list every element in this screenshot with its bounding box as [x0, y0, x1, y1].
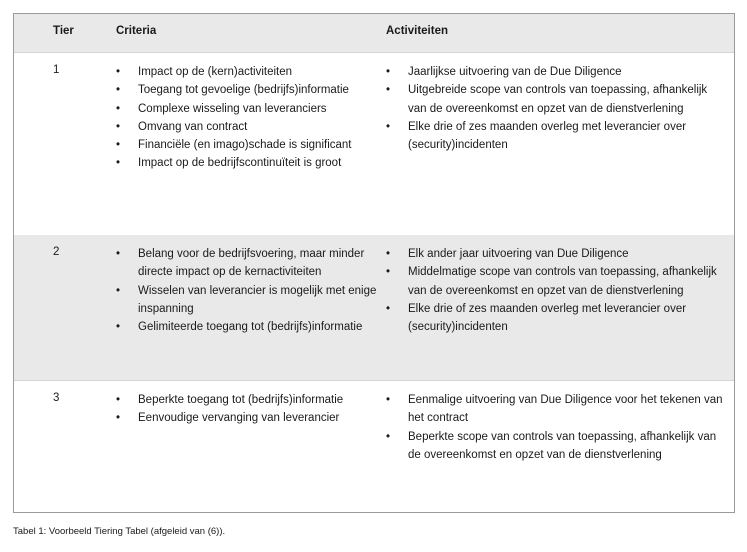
table-row	[14, 52, 734, 236]
table-row	[14, 380, 734, 513]
tiering-table	[13, 13, 735, 513]
list-item: • Beperkte toegang tot (bedrijfs)informatie	[116, 391, 378, 409]
list-item: • Middelmatige scope van controls van toepassing, afhankelijk van de overeenkomst en opzet van de dienstverlening	[386, 263, 728, 300]
list-item: • Eenvoudige vervanging van leverancier	[116, 409, 378, 427]
list-item: • Financiële (en imago)schade is significant	[116, 136, 378, 154]
activities-list	[386, 391, 728, 464]
list-item: • Toegang tot gevoelige (bedrijfs)informatie	[116, 81, 378, 99]
tier-number: 3	[53, 392, 60, 404]
list-item: • Uitgebreide scope van controls van toepassing, afhankelijk van de overeenkomst en opzet van de dienstverlening	[386, 81, 728, 118]
list-item: • Complexe wisseling van leveranciers	[116, 100, 378, 118]
list-item: • Elke drie of zes maanden overleg met leverancier over (security)incidenten	[386, 118, 728, 155]
list-item: • Elke drie of zes maanden overleg met leverancier over (security)incidenten	[386, 300, 728, 337]
list-item: • Gelimiteerde toegang tot (bedrijfs)informatie	[116, 318, 378, 336]
activities-list	[386, 63, 728, 154]
list-item: • Beperkte scope van controls van toepassing, afhankelijk van de overeenkomst en opzet van de dienstverlening	[386, 428, 728, 465]
list-item: • Elk ander jaar uitvoering van Due Diligence	[386, 245, 728, 263]
list-item: • Omvang van contract	[116, 118, 378, 136]
tier-number: 1	[53, 64, 60, 76]
criteria-list	[116, 391, 378, 428]
list-item: • Impact op de (kern)activiteiten	[116, 63, 378, 81]
activities-list	[386, 245, 728, 336]
list-item: • Impact op de bedrijfscontinuïteit is groot	[116, 154, 378, 172]
criteria-list	[116, 63, 378, 173]
header-criteria: Criteria	[116, 25, 157, 37]
list-item: • Wisselen van leverancier is mogelijk met enige inspanning	[116, 282, 378, 319]
list-item: • Eenmalige uitvoering van Due Diligence voor het tekenen van het contract	[386, 391, 728, 428]
list-item: • Jaarlijkse uitvoering van de Due Diligence	[386, 63, 728, 81]
header-tier: Tier	[53, 25, 74, 37]
table-caption: Tabel 1: Voorbeeld Tiering Tabel (afgeleid van (6)).	[13, 526, 226, 537]
table-row	[14, 235, 734, 380]
criteria-list	[116, 245, 378, 336]
list-item: • Belang voor de bedrijfsvoering, maar minder directe impact op de kernactiviteiten	[116, 245, 378, 282]
tier-number: 2	[53, 246, 60, 258]
header-activities: Activiteiten	[386, 25, 448, 37]
table-header-row	[14, 14, 734, 52]
